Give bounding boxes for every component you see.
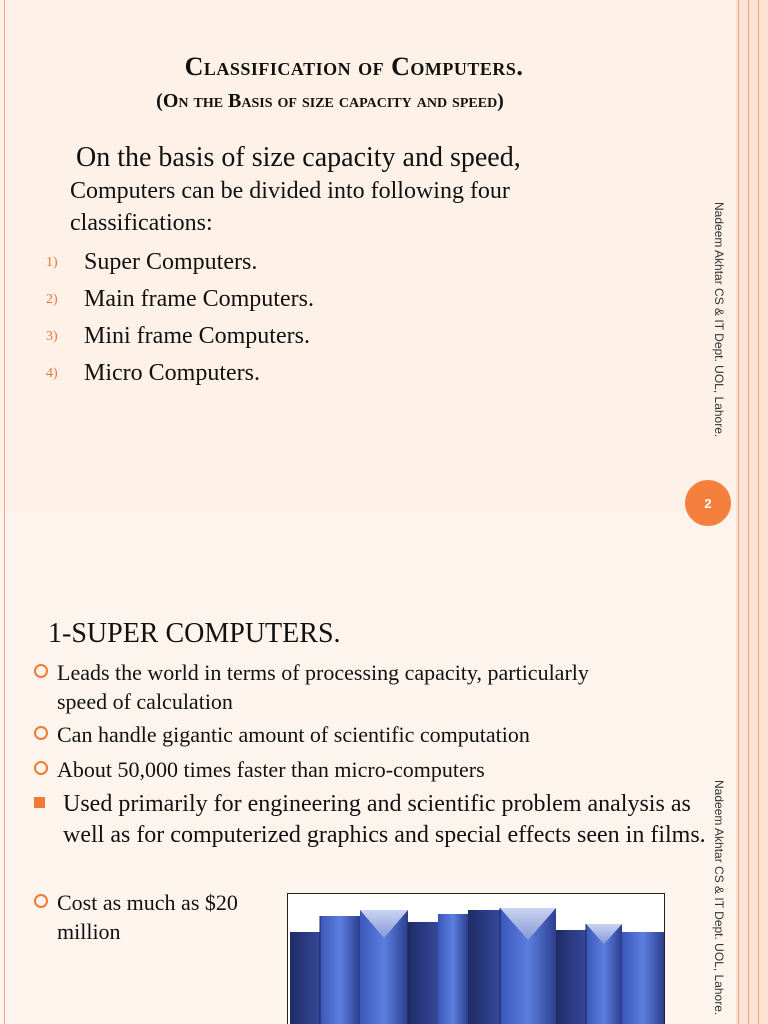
- slide-2: [0, 512, 768, 1024]
- list-item: [46, 318, 314, 355]
- ring-bullet-icon: [34, 761, 48, 775]
- border-line: [738, 512, 739, 1024]
- list-item: [46, 244, 314, 281]
- bullet-text: Used primarily for engineering and scientific problem analysis as well as for computerized graphics and special effects seen in films.: [63, 791, 706, 848]
- ring-bullet-icon: [34, 664, 48, 678]
- slide-title: Classification of Computers.: [184, 52, 524, 81]
- square-bullet-icon: [34, 797, 45, 808]
- list-number: 4): [46, 365, 58, 381]
- border-line: [748, 0, 749, 512]
- list-item: [46, 281, 314, 318]
- list-item-text: Micro Computers.: [84, 360, 260, 386]
- slide-subtitle: (On the Basis of size capacity and speed): [156, 90, 504, 112]
- bullet-item: [34, 658, 634, 716]
- list-item: [46, 355, 314, 392]
- bullet-text: Leads the world in terms of processing capacity, particularly speed of calculation: [57, 660, 589, 714]
- slide-border-left: [4, 512, 5, 1024]
- classification-list: [46, 244, 314, 392]
- list-number: 3): [46, 328, 58, 344]
- supercomputer-illustration: [288, 894, 664, 1024]
- list-number: 2): [46, 291, 58, 307]
- border-line: [758, 0, 759, 512]
- lead-text: On the basis of size capacity and speed,: [76, 142, 521, 173]
- section-heading: 1-SUPER COMPUTERS.: [48, 618, 341, 649]
- footer-side-text: Nadeem Akhtar CS & IT Dept. UOL, Lahore.: [712, 780, 726, 1016]
- bullet-item: [32, 789, 712, 851]
- border-line: [748, 512, 749, 1024]
- slide-border-strip: [736, 0, 768, 512]
- bullet-item: [34, 720, 714, 749]
- bullet-text: Can handle gigantic amount of scientific computation: [57, 722, 530, 747]
- slide-border-strip: [736, 512, 768, 1024]
- bullet-item: [34, 755, 714, 784]
- list-number: 1): [46, 254, 58, 270]
- list-item-text: Super Computers.: [84, 249, 258, 275]
- border-line: [738, 0, 739, 512]
- border-line: [758, 512, 759, 1024]
- bullet-text: About 50,000 times faster than micro-computers: [57, 757, 485, 782]
- ring-bullet-icon: [34, 894, 48, 908]
- ring-bullet-icon: [34, 726, 48, 740]
- list-item-text: Mini frame Computers.: [84, 323, 310, 349]
- bullet-item: [34, 888, 254, 946]
- body-text: Computers can be divided into following four classifications:: [70, 178, 510, 236]
- footer-side-text: Nadeem Akhtar CS & IT Dept. UOL, Lahore.: [712, 202, 726, 438]
- supercomputer-image: [287, 893, 665, 1024]
- page-number-badge: 2: [685, 480, 731, 526]
- list-item-text: Main frame Computers.: [84, 286, 314, 312]
- bullet-text: Cost as much as $20 million: [57, 890, 238, 944]
